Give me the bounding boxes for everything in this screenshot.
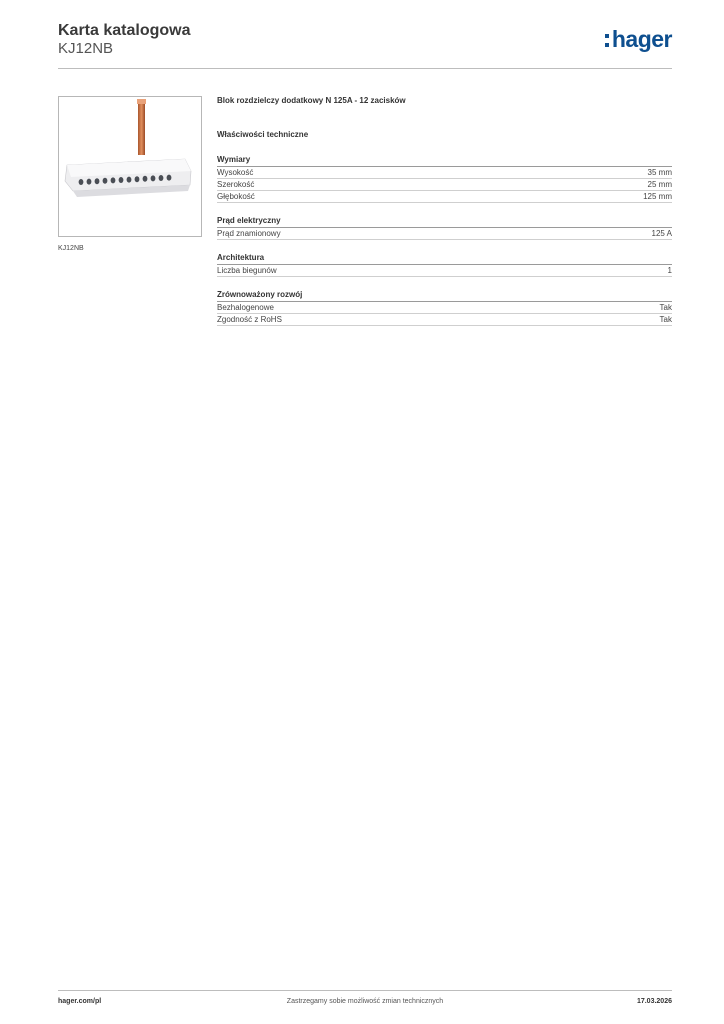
spec-label: Głębokość: [217, 192, 255, 201]
specs-section-title: Właściwości techniczne: [217, 130, 309, 139]
hager-logo: [605, 26, 672, 53]
spec-value: 125 A: [651, 229, 672, 238]
spec-label: Bezhalogenowe: [217, 303, 274, 312]
spec-label: Zgodność z RoHS: [217, 315, 282, 324]
spec-value: 125 mm: [643, 192, 672, 201]
document-title: Karta katalogowa: [58, 22, 191, 39]
spec-group-title: Architektura: [217, 253, 672, 265]
image-caption: KJ12NB: [58, 245, 84, 252]
spec-group-title: Zrównoważony rozwój: [217, 290, 672, 302]
product-name: Blok rozdzielczy dodatkowy N 125A - 12 zacisków: [217, 96, 406, 105]
logo-text: hager: [611, 26, 672, 52]
spec-value: Tak: [659, 303, 672, 312]
spec-row: [217, 167, 672, 179]
spec-value: 1: [667, 266, 672, 275]
spec-label: Prąd znamionowy: [217, 229, 281, 238]
footer-disclaimer: Zastrzegamy sobie możliwość zmian technicznych: [286, 998, 444, 1005]
distribution-block-illustration: [59, 97, 201, 236]
spec-label: Liczba biegunów: [217, 266, 277, 275]
spec-row: [217, 302, 672, 314]
footer-date: 17.03.2026: [636, 998, 672, 1005]
spec-row: [217, 314, 672, 326]
spec-value: 35 mm: [647, 168, 672, 177]
page-header: [58, 20, 672, 68]
product-image: [58, 96, 202, 237]
spec-group-title: Wymiary: [217, 155, 672, 167]
spec-row: [217, 179, 672, 191]
spec-label: Szerokość: [217, 180, 255, 189]
header-divider: [58, 68, 672, 69]
spec-row: [217, 191, 672, 203]
spec-group-electrical: [217, 216, 672, 240]
logo-dots-icon: [605, 34, 610, 48]
spec-label: Wysokość: [217, 168, 254, 177]
copper-bar: [138, 101, 145, 155]
copper-bar-top: [137, 99, 146, 104]
spec-group-title: Prąd elektryczny: [217, 216, 672, 228]
product-details: [217, 96, 672, 326]
spec-value: 25 mm: [647, 180, 672, 189]
spec-row: [217, 265, 672, 277]
spec-value: Tak: [659, 315, 672, 324]
spec-group-sustainability: [217, 290, 672, 326]
spec-row: [217, 228, 672, 240]
footer-divider: [58, 990, 672, 991]
spec-group-dimensions: [217, 155, 672, 203]
spec-group-architecture: [217, 253, 672, 277]
footer-website-link[interactable]: hager.com/pl: [58, 998, 102, 1005]
product-code: KJ12NB: [58, 40, 114, 57]
